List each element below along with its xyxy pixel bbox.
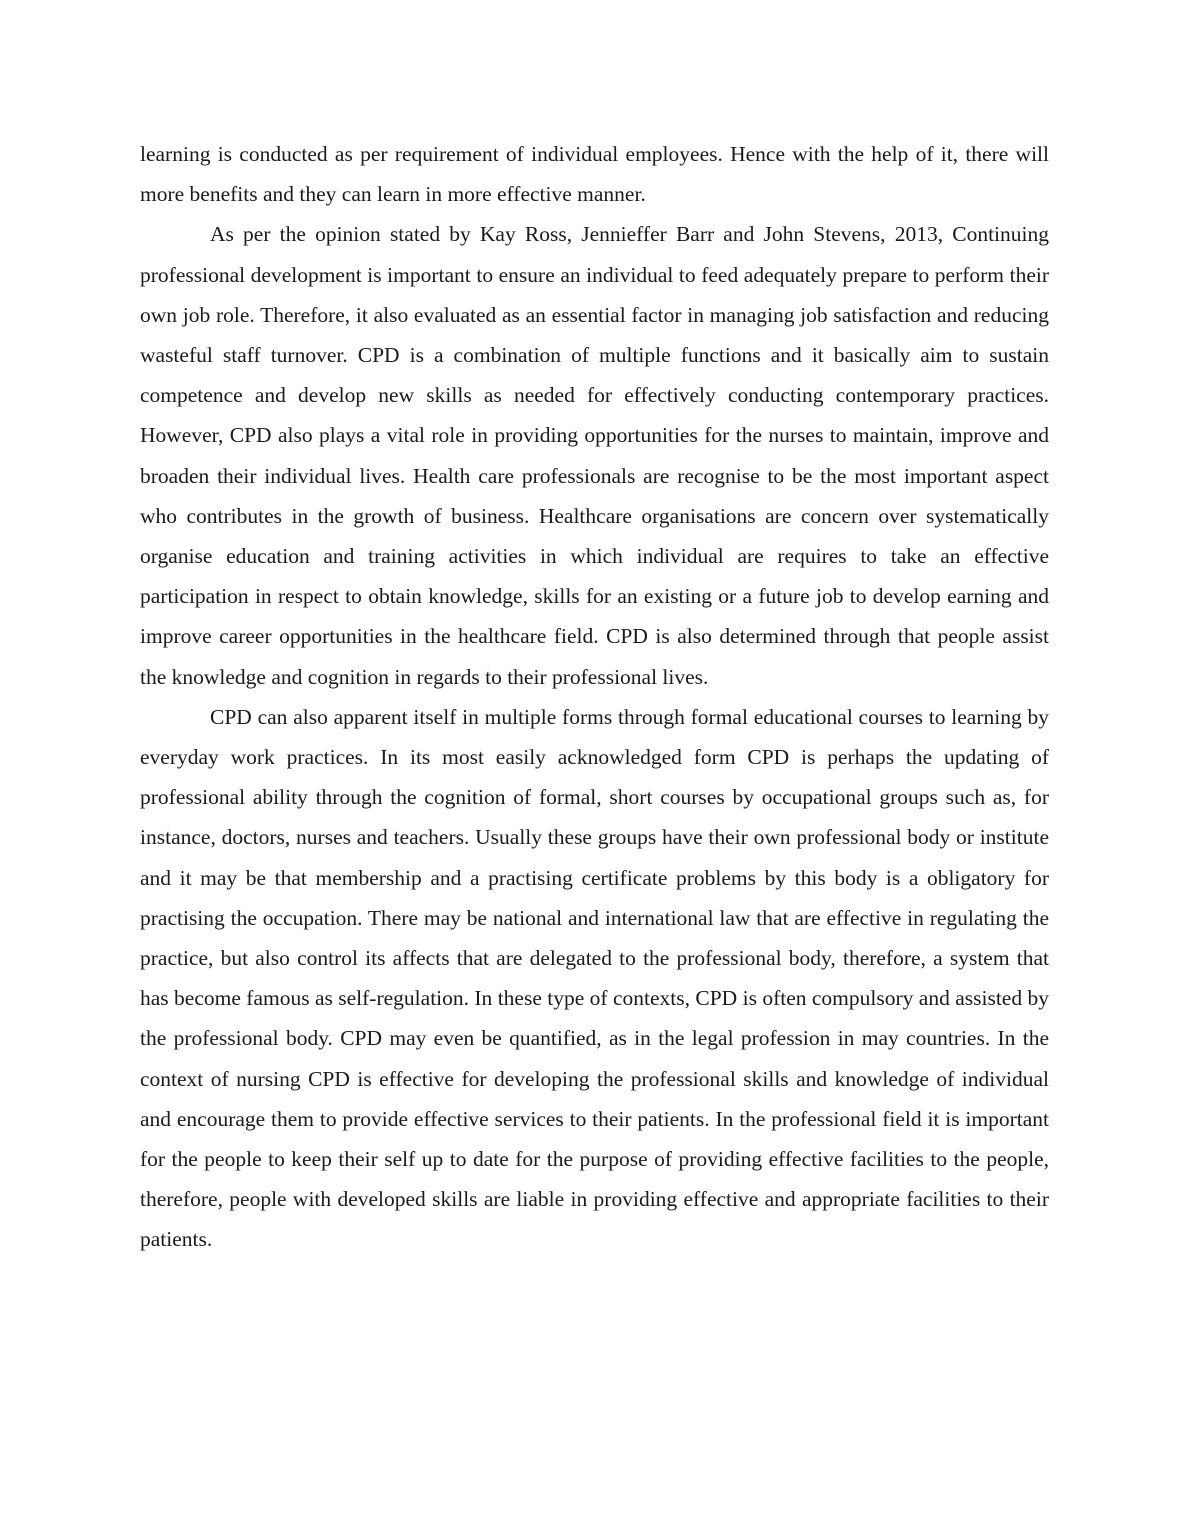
paragraph-2: As per the opinion stated by Kay Ross, Jennieffer Barr and John Stevens, 2013, Continuing professional development is important to ensure an individual to feed adequately prepare to perform their own job role. Therefore, it also evaluated as an essential factor in managing job satisfaction and reducing wasteful staff turnover. CPD is a combination of multiple functions and it basically aim to sustain competence and develop new skills as needed for effectively conducting contemporary practices. However, CPD also plays a vital role in providing opportunities for the nurses to maintain, improve and broaden their individual lives. Health care professionals are recognise to be the most important aspect who contributes in the growth of business. Healthcare organisations are concern over systematically organise education and training activities in which individual are requires to take an effective participation in respect to obtain knowledge, skills for an existing or a future job to develop earning and improve career opportunities in the healthcare field. CPD is also determined through that people assist the knowledge and cognition in regards to their professional lives. <box>140 222 1049 689</box>
body-text <box>140 134 1049 1260</box>
paragraph-1: learning is conducted as per requirement of individual employees. Hence with the help of it, there will more benefits and they can learn in more effective manner. <box>140 142 1049 207</box>
paragraph-3: CPD can also apparent itself in multiple forms through formal educational courses to learning by everyday work practices. In its most easily acknowledged form CPD is perhaps the updating of professional ability through the cognition of formal, short courses by occupational groups such as, for instance, doctors, nurses and teachers. Usually these groups have their own professional body or institute and it may be that membership and a practising certificate problems by this body is a obligatory for practising the occupation. There may be national and international law that are effective in regulating the practice, but also control its affects that are delegated to the professional body, therefore, a system that has become famous as self-regulation. In these type of contexts, CPD is often compulsory and assisted by the professional body. CPD may even be quantified, as in the legal profession in may countries. In the context of nursing CPD is effective for developing the professional skills and knowledge of individual and encourage them to provide effective services to their patients. In the professional field it is important for the people to keep their self up to date for the purpose of providing effective facilities to the people, therefore, people with developed skills are liable in providing effective and appropriate facilities to their patients. <box>140 704 1049 1252</box>
